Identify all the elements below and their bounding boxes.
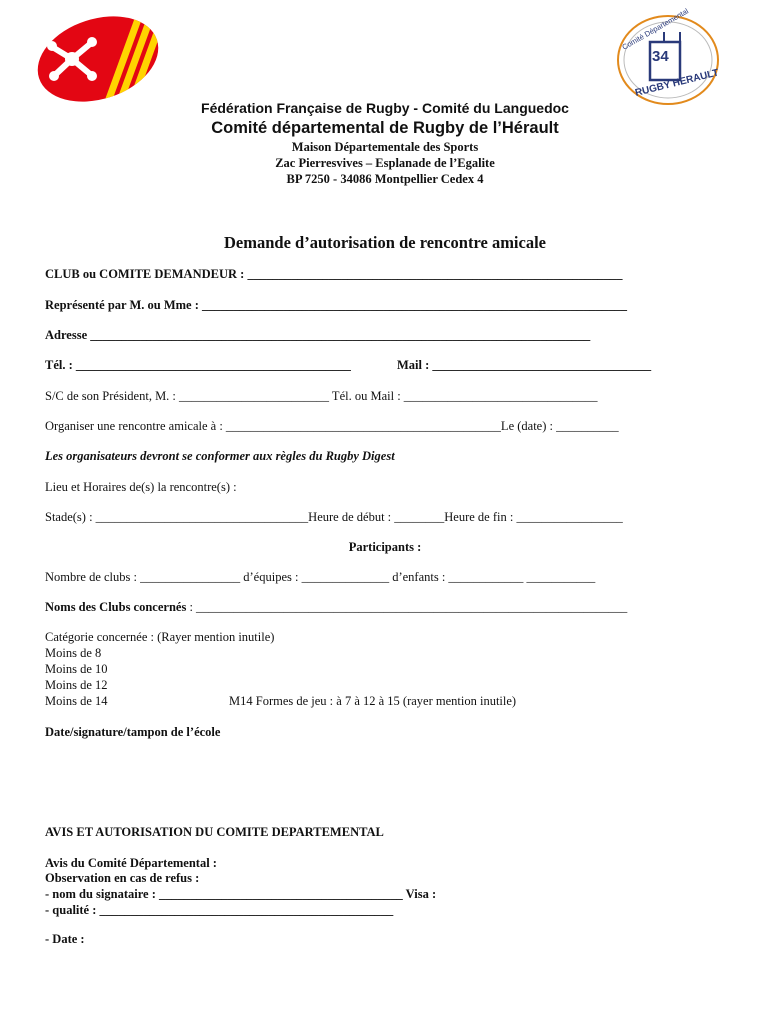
address-field[interactable]: Adresse ________________________________________________________________________________ <box>45 328 591 342</box>
date-field[interactable]: - Date : <box>45 932 85 946</box>
logo-number: 34 <box>652 48 669 65</box>
category-label: Catégorie concernée : (Rayer mention inutile) <box>45 630 275 644</box>
participants-title: Participants : <box>348 540 422 554</box>
counts-blanks: : ________________ d’équipes : ______________ d’enfants : ____________ ___________ <box>133 570 596 584</box>
committee-opinion[interactable]: Avis du Comité Départemental : <box>45 856 217 870</box>
club-field[interactable]: CLUB ou COMITE DEMANDEUR : ____________________________________________________________ <box>45 267 623 281</box>
category-item[interactable]: Moins de 10 <box>45 662 108 676</box>
signature-label[interactable]: Date/signature/tampon de l’école <box>45 725 221 739</box>
form-title: Demande d’autorisation de rencontre amicale <box>223 233 547 252</box>
counts-field[interactable] <box>45 570 595 585</box>
counts-label: Nombre de clubs <box>45 570 134 584</box>
stadium-field[interactable]: Stade(s) : __________________________________Heure de début : ________Heure de fin : _________________ <box>45 510 623 524</box>
m14-note: M14 Formes de jeu : à 7 à 12 à 15 (rayer mention inutile) <box>229 694 517 708</box>
logo-arc-text: Comité Départemental <box>620 8 690 52</box>
address-line-3: BP 7250 - 34086 Montpellier Cedex 4 <box>286 172 484 186</box>
address-line-1: Maison Départementale des Sports <box>291 140 479 154</box>
place-hours-label: Lieu et Horaires de(s) la rencontre(s) : <box>45 480 237 494</box>
rules-note: Les organisateurs devront se conformer aux règles du Rugby Digest <box>45 449 395 463</box>
organize-field[interactable]: Organiser une rencontre amicale à : ____________________________________________Le (date) : __________ <box>45 419 619 433</box>
tel-field[interactable]: Tél. : ____________________________________________ <box>45 358 351 372</box>
rugby-ball-logo-icon <box>32 14 164 104</box>
federation-title: Fédération Française de Rugby - Comité du Languedoc <box>201 100 569 116</box>
clubs-label: Noms des Clubs concernés <box>45 600 187 614</box>
comite-34-logo <box>606 8 736 108</box>
clubs-blank: : _____________________________________________________________________ <box>186 600 628 614</box>
refusal-observation[interactable]: Observation en cas de refus : <box>45 871 200 885</box>
category-item[interactable]: Moins de 12 <box>45 678 108 692</box>
committee-section-title: AVIS ET AUTORISATION DU COMITE DEPARTEMENTAL <box>45 825 384 839</box>
signatory-field[interactable]: - nom du signataire : _______________________________________ Visa : <box>45 887 437 901</box>
president-field[interactable]: S/C de son Président, M. : ________________________ Tél. ou Mail : _______________________________ <box>45 389 598 403</box>
committee-title: Comité départemental de Rugby de l’Hérault <box>211 119 559 137</box>
clubs-field[interactable] <box>45 600 627 615</box>
comite-34-badge-icon <box>606 8 736 108</box>
ligue-logo <box>32 14 164 104</box>
address-line-2: Zac Pierresvives – Esplanade de l’Egalite <box>275 156 495 170</box>
mail-field[interactable]: Mail : ___________________________________ <box>397 358 652 372</box>
category-item[interactable]: Moins de 8 <box>45 646 102 660</box>
logo-bottom-text: RUGBY HERAULT <box>634 67 720 99</box>
quality-field[interactable]: - qualité : _______________________________________________ <box>45 903 394 917</box>
category-item[interactable]: Moins de 14 <box>45 694 108 708</box>
represented-field[interactable]: Représenté par M. ou Mme : ____________________________________________________________________ <box>45 298 628 312</box>
